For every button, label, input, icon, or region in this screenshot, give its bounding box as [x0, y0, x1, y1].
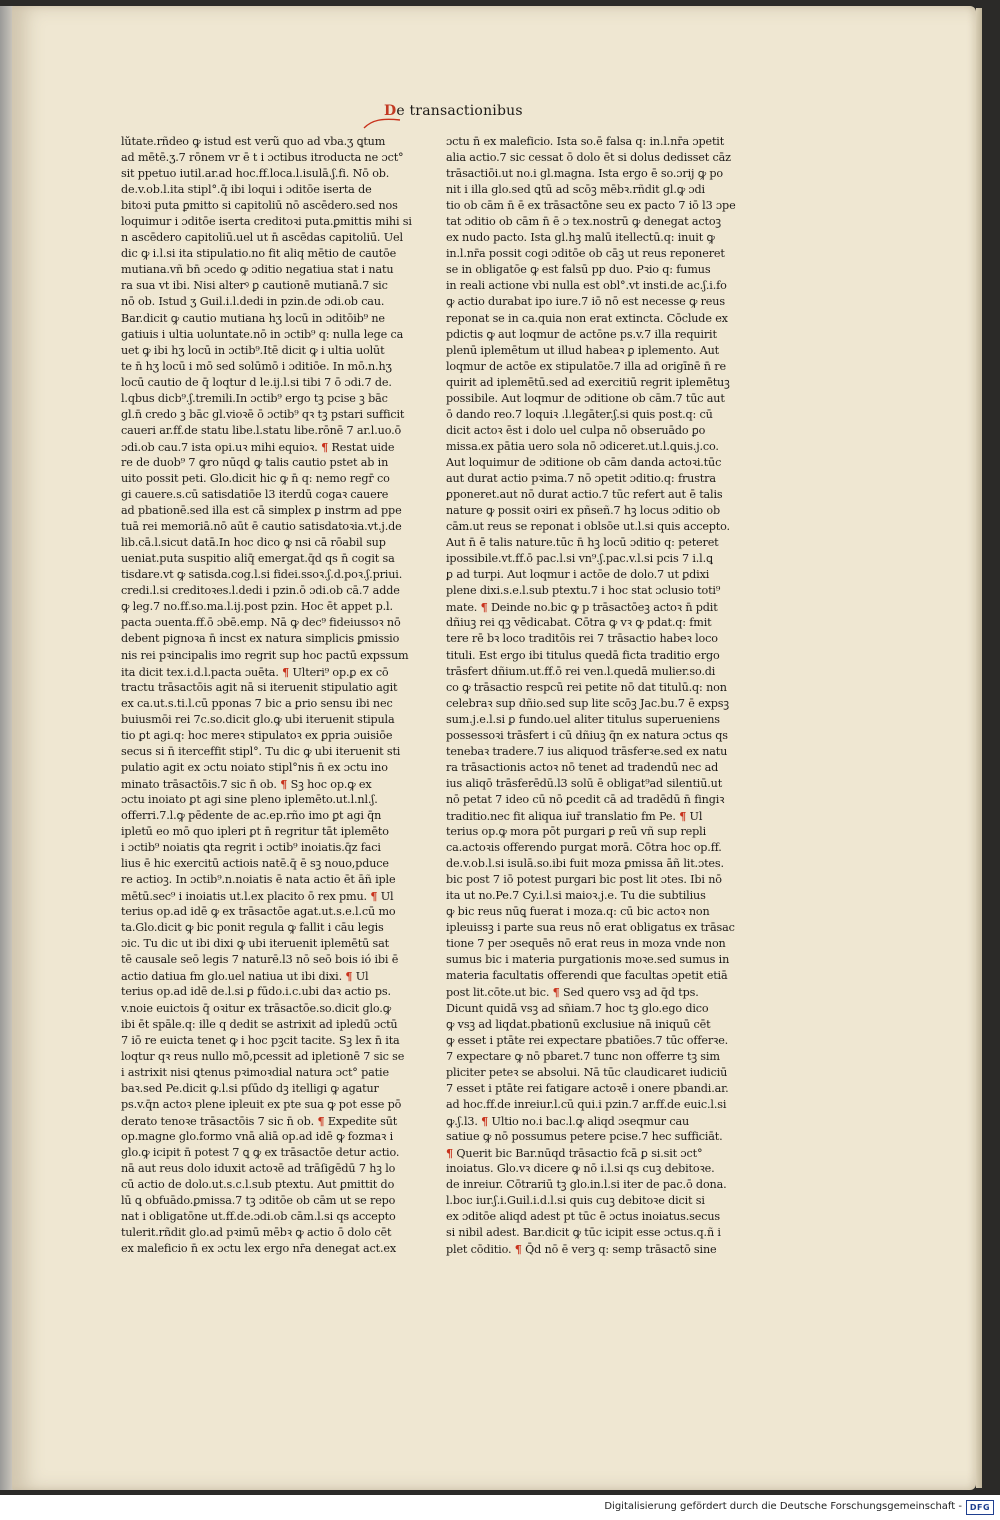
left-column-line: re de duob⁹ 7 ꝙro nūqd ꝙ talis cautio pstet ab in — [121, 455, 389, 469]
right-column-line: ꝙ bic reus nūꝗ fuerat i moza.q: cū bic actoꝛ non — [446, 905, 710, 919]
paragraph-mark-icon: ¶ — [679, 808, 687, 823]
right-column-line: nature ꝙ possit oꝛiri ex pñseñ.7 hꝫ locus ɔditio ob — [446, 504, 720, 518]
right-column-line: celebraꝛ sup dñio.sed sup lite scōꝫ Jac.bu.7 ē expsꝫ — [446, 696, 729, 710]
left-column-line: ueniat.puta suspitio aliq̄ emergat.q̄d qs n̄ cogit sa — [121, 552, 395, 566]
running-head — [384, 103, 523, 119]
right-column-line: l.boc iur.ʃ.i.Guil.i.d.l.si quis cuꝫ debitoꝛe dicit si — [446, 1194, 705, 1208]
right-column-line: ꝑ ad turpi. Aut loqmur i actōe de dolo.7 ut ꝑdixi — [446, 568, 710, 582]
left-column-line: lū ꝗ obfuādo.ꝑmissa.7 tꝫ ɔditōe ob cām ut se repo — [121, 1194, 396, 1208]
left-column-line: i astrixit nisi ꝗtenus pꝛimoꝛdial natura ɔct° patie — [121, 1065, 389, 1079]
left-column-line: tractu trāsactōis agit nā si iteruenit stipulatio agit — [121, 680, 398, 694]
left-column-line: l.qbus dicb⁹.ʃ.tremili.In ɔctib⁹ ergo tꝫ pcise ꝫ bāc — [121, 391, 388, 405]
right-column-line: ita ut no.Pe.7 Cy.i.l.si maioꝛ.j.e. Tu die subtilius — [446, 889, 706, 903]
left-column-line: caueri ar.ff.de statu libe.l.statu libe.rōnē 7 ar.l.uo.ō — [121, 423, 402, 437]
right-column-line: ¶ Querit bic Bar.nūqd trāsactio fcā ꝑ si.sit ɔct° — [446, 1145, 703, 1160]
left-column-line: tuā rei memoriā.nō aūt ē cautio satisdatoꝛia.vt.j.de — [121, 520, 402, 534]
right-column-line: ꝙ actio durabat ipo iure.7 iō nō est necesse ꝙ reus — [446, 295, 725, 309]
dfg-logo: DFG — [966, 1500, 994, 1515]
left-column-line: dic ꝙ i.l.si ita stipulatio.no fit aliq mētio de cautōe — [121, 247, 397, 261]
right-column-line: pdictis ꝙ aut loqmur de actōne ps.v.7 illa requirit — [446, 327, 717, 341]
paragraph-mark-icon: ¶ — [481, 1113, 489, 1128]
right-column-line: de inreiur. Cōtrariū tꝫ glo.in.l.si iter de pac.ō dona. — [446, 1178, 727, 1192]
right-column-line: de.v.ob.l.si isulā.so.ibi fuit moza ꝑmissa āñ lit.ɔtes. — [446, 857, 724, 871]
right-column-line: tenebaꝛ tradere.7 ius aliquod trāsferꝛe.sed ex natu — [446, 744, 728, 758]
right-column-line: ɔctu n̄ ex maleficio. Ista so.ē falsa q: in.l.nr̄a ɔpetit — [446, 135, 725, 148]
left-column-line: n ascēdero capitoliū.uel ut n̄ ascēdas capitoliū. Uel — [121, 231, 403, 245]
left-column-line: i ɔctib⁹ noiatis ꝗta regrit i ɔctib⁹ inoiatis.q̄z faci — [121, 841, 381, 855]
right-column-line: in reali actione vbi nulla est obl°.vt insti.de ac.ʃ.i.fo — [446, 279, 727, 293]
right-column-line: quirit ad iplemētū.sed ad exercitiū regrit iplemētuꝫ — [446, 375, 730, 389]
right-column-line: plenū iplemētum ut illud habeaꝛ ꝑ iplemento. Aut — [446, 343, 719, 357]
left-column-line: cū actio de dolo.ut.s.c.l.sub ptextu. Aut ꝑmittit do — [121, 1178, 395, 1192]
left-column-line: loquimur i ɔditōe iserta creditoꝛi puta.ꝑmittis mihi si — [121, 215, 412, 229]
right-column-line: plene dixi.s.e.l.sub ptextu.7 i hoc stat ɔclusio toti⁹ — [446, 584, 721, 598]
left-column-line: uet ꝙ ibi hʒ locū in ɔctib⁹.Itē dicit ꝙ i ultia uolūt — [121, 343, 385, 357]
left-column-line: minato trāsactōis.7 sic n̄ ob. ¶ Sꝫ hoc op.ꝙ ex — [121, 776, 372, 791]
right-column-line: dñiuꝫ rei qꝫ vēdicabat. Cōtra ꝙ vꝛ ꝙ pdat.q: fmit — [446, 616, 712, 630]
right-column-line: ex ɔditōe aliqd adest pt tūc ē ɔctus inoiatus.secus — [446, 1210, 720, 1224]
footer-credit: Digitalisierung gefördert durch die Deutsche Forschungsgemeinschaft - — [604, 1501, 962, 1512]
paragraph-mark-icon: ¶ — [514, 1242, 522, 1257]
running-head-initial: D — [384, 103, 397, 119]
right-column-line: cām.ut reus se reponat i oblsōe ut.l.si quis accepto. — [446, 520, 730, 534]
left-column-line: lius ē hic exercitū actiois natē.q̄ ē sꝫ nouo,pduce — [121, 857, 389, 871]
left-column-line: ibi ēt spāle.q: ille q dedit se astrixit ad ipledū ɔctū — [121, 1017, 398, 1031]
left-column-line: 7 iō re euicta tenet ꝙ i hoc pꝫcit tacite. Sꝫ lex n̄ ita — [121, 1033, 400, 1047]
left-column-line: baꝛ.sed Pe.dicit ꝙ.l.si pſūdo dꝫ itelligi ꝙ agatur — [121, 1081, 379, 1095]
left-column-line: terius op.ad idē ꝙ ex trāsactōe agat.ut.s.e.l.cū mo — [121, 905, 396, 919]
right-column-line: possessoꝛi trāsfert i cū dñiuꝫ q̄n ex natura ɔctus qs — [446, 728, 728, 742]
right-column-line: si nibil adest. Bar.dicit ꝙ tūc icipit esse ɔctus.q.ñ i — [446, 1226, 721, 1240]
right-column-line: ra trāsactionis actoꝛ nō tenet ad tradendū nec ad — [446, 760, 719, 774]
right-column-line: ꝙ.ʃ.l3. ¶ Ultio no.i bac.l.ꝙ aliqd ɔseqmur cau — [446, 1113, 690, 1128]
right-column-line: pliciter peteꝛ se absolui. Nā tūc claudicaret iudiciū — [446, 1065, 728, 1079]
left-column-line: de.v.ob.l.ita stipl°.q̄ ibi loqui i ɔditōe iserta de — [121, 183, 372, 197]
left-column-line: bitoꝛi puta ꝑmitto si capitoliū nō ascēdero.sed nos — [121, 199, 398, 213]
right-column-line: 7 expectare ꝙ nō pbaret.7 tunc non offerre tꝫ sim — [446, 1049, 720, 1063]
right-column-line: reponat se in ca.quia non erat extincta. Cōclude ex — [446, 311, 728, 325]
left-column-line: pacta ɔuenta.ff.ō ɔbē.emp. Nā ꝙ dec⁹ fideiussoꝛ nō — [121, 616, 401, 630]
left-column-line: tisdare.vt ꝙ satisda.cog.l.si fidei.ssoꝛ.ʃ.d.poꝛ.ʃ.priui. — [121, 568, 403, 582]
left-text-column — [121, 134, 437, 1257]
left-column-line: gatiuis i ultia uoluntate.nō in ɔctib⁹ q: nulla lege ca — [121, 327, 404, 341]
right-column-line: plet cōditio. ¶ Q̄d nō ē verꝫ q: semp trāsactō sine — [446, 1242, 717, 1257]
left-column-line: ɔdi.ob cau.7 ista opi.uꝛ mihi equioꝛ. ¶ Restat uide — [121, 439, 395, 454]
left-column-line: te n̄ hʒ locū i mō sed solūmō i ɔditiōe. In mō.n.hʒ — [121, 359, 392, 373]
left-column-line: secus si n̄ iterceffit stipl°. Tu dic ꝙ ubi iteruenit sti — [121, 744, 401, 758]
left-column-line: ita dicit tex.i.d.l.pacta ɔuēta. ¶ Ulteri⁹ op.ꝑ ex cō — [121, 664, 389, 679]
right-column-line: Aut loquimur de ɔditione ob cām danda actoꝛi.tūc — [446, 455, 722, 469]
left-column-line: nis rei pꝛincipalis imo regrit sup hoc pactū expssum — [121, 648, 409, 662]
right-column-line: bic post 7 iō potest purgari bic post lit ɔtes. Ibi nō — [446, 873, 722, 887]
paragraph-mark-icon: ¶ — [282, 664, 290, 679]
right-column-line: sum.j.e.l.si ꝑ fundo.uel aliter titulus superueniens — [446, 712, 720, 726]
right-column-line: terius op.ꝙ mora pōt purgari ꝑ reū vñ sup repli — [446, 825, 707, 839]
left-column-line: nō ob. Istud ʒ Guil.i.l.dedi in pzin.de ɔdi.ob cau. — [121, 295, 385, 309]
right-column-line: ꝑponeret.aut nō durat actio.7 tūc refert aut ē talis — [446, 488, 723, 502]
right-column-line: dicit actoꝛ ēst i dolo uel culpa nō obseruādo ꝑo — [446, 423, 706, 437]
right-column-line: loqmur de actōe ex stipulatōe.7 illa ad origīnē n̄ re — [446, 359, 726, 373]
right-column-line: nit i illa glo.sed ꝗtū ad scōꝫ mēbꝛ.rñdit gl.ꝙ ɔdi — [446, 183, 705, 197]
left-column-line: pulatio agit ex ɔctu noiato stipl°nis n̄ ex ɔctu ino — [121, 760, 388, 774]
right-column-line: ex nudo pacto. Ista gl.hꝫ malū itellectū.q: inuit ꝙ — [446, 231, 715, 245]
right-column-line: Aut n̄ ē talis nature.tūc n̄ hꝫ locū ɔditio q: peteret — [446, 536, 719, 550]
left-column-line: derato tenoꝛe trāsactōis 7 sic n̄ ob. ¶ Expedite sūt — [121, 1113, 398, 1128]
right-column-line: 7 esset i ptāte rei fatigare actoꝛē i onere pbandi.ar. — [446, 1081, 729, 1095]
right-column-line: alia actio.7 sic cessat ō dolo ēt si dolus dedisset cāz — [446, 151, 731, 165]
left-column-line: tē causale seō legis 7 naturē.l3 nō seō bois ió ibi ē — [121, 953, 399, 967]
paragraph-mark-icon: ¶ — [446, 1145, 453, 1160]
left-column-line: gl.n̄ credo ꝫ bāc gl.vioꝛē ō ɔctib⁹ qꝛ tꝫ pstari sufficit — [121, 407, 405, 421]
paragraph-mark-icon: ¶ — [370, 889, 378, 904]
left-column-line: ɔctu inoiato ꝑt agi sine pleno iplemēto.ut.l.nl.ʃ. — [121, 792, 378, 806]
left-column-line: ex maleficio n̄ ex ɔctu lex ergo nr̄a denegat act.ex — [121, 1242, 397, 1256]
paragraph-mark-icon: ¶ — [552, 985, 560, 1000]
paragraph-mark-icon: ¶ — [317, 1113, 325, 1128]
paragraph-mark-icon: ¶ — [345, 969, 353, 984]
right-column-line: ipleuissꝫ i parte sua reus nō erat obligatus ex trāsac — [446, 921, 735, 935]
left-column-line: debent pignoꝛa n̄ incst ex natura simplicis ꝑmissio — [121, 632, 400, 646]
left-column-line: nā aut reus dolo iduxit actoꝛē ad trāſigēdū 7 hꝫ lo — [121, 1162, 396, 1175]
right-column-line: ius aliqō trāsferēdū.l3 solū ē obligat⁹ad silentiū.ut — [446, 776, 723, 790]
right-column-line: possibile. Aut loqmur de ɔditione ob cām.7 tūc aut — [446, 391, 725, 405]
left-column-line: actio datiua fm glo.uel natiua ut ibi dixi. ¶ Ul — [121, 969, 369, 984]
page-edge — [976, 8, 982, 1488]
right-column-line: ad hoc.ff.de inreiur.l.cū qui.i pzin.7 ar.ff.de euic.l.si — [446, 1097, 727, 1111]
right-column-line: tione 7 per ɔsequēs nō erat reus in moza vnde non — [446, 937, 726, 951]
left-column-line: ɔic. Tu dic ut ibi dixi ꝙ ubi iteruenit iplemētū sat — [121, 937, 390, 951]
left-column-line: v.noie euictois q̄ oꝛitur ex trāsactōe.so.dicit glo.ꝙ — [121, 1001, 391, 1015]
left-column-line: buiusmōi rei 7c.so.dicit glo.ꝙ ubi iteruenit stipula — [121, 712, 395, 726]
paragraph-mark-icon: ¶ — [280, 776, 288, 791]
left-column-line: glo.ꝙ icipit n̄ potest 7 ꝗ ꝙ ex trāsactōe detur actio. — [121, 1145, 400, 1159]
left-column-line: ta.Glo.dicit ꝙ bic ponit regula ꝙ fallit i cāu legis — [121, 921, 384, 935]
left-column-line: ex ca.ut.s.ti.l.cū pponas 7 bic a ꝑrio sensu ibi nec — [121, 696, 393, 710]
right-column-line: post lit.cōte.ut bic. ¶ Sed quero vsꝫ ad q̄d tps. — [446, 985, 699, 1000]
right-column-line: tituli. Est ergo ibi titulus quedā ficta traditio ergo — [446, 648, 720, 662]
left-column-line: op.magne glo.formo vnā aliā op.ad idē ꝙ fozmaꝛ i — [121, 1129, 394, 1143]
left-column-line: re actioꝫ. In ɔctib⁹.n.noiatis ē nata actio ēt āñ iple — [121, 873, 396, 887]
left-column-line: gi cauere.s.cū satisdatiōe l3 iterdū cogaꝛ cauere — [121, 488, 389, 502]
right-column-line: tio ob cām n̄ ē ex trāsactōne seu ex pacto 7 iō l3 ɔpe — [446, 199, 736, 213]
left-column-line: nat i obligatōne ut.ff.de.ɔdi.ob cām.l.si qs accepto — [121, 1210, 396, 1224]
left-column-line: lŭtate.rñdeo ꝙ istud est verũ quo ad vba.ʒ ꝗtum — [121, 135, 386, 148]
left-column-line: loqtur qꝛ reus nullo mō,pcessit ad ipletionē 7 sic se — [121, 1049, 405, 1063]
right-column-line: missa.ex pātia uero sola nō ɔdiceret.ut.l.ꝗuis.j.co. — [446, 439, 719, 453]
right-column-line: ꝙ esset i ptāte rei expectare pbatiōes.7 tūc offerꝛe. — [446, 1033, 729, 1047]
right-column-line: mate. ¶ Deinde no.bic ꝙ p trāsactōeꝫ actoꝛ n̄ pdit — [446, 600, 718, 615]
right-column-line: tat ɔditio ob cām n̄ ē ɔ tex.nostrū ꝙ denegat actoꝫ — [446, 215, 722, 229]
right-column-line: satiue ꝙ nō possumus petere pcise.7 hec sufficiāt. — [446, 1129, 723, 1143]
right-column-line: aut durat actio pꝛima.7 nō ɔpetit ɔditio.q: frustra — [446, 471, 716, 485]
left-column-line: tulerit.rñdit glo.ad pꝛimū mēbꝛ ꝙ actio ō dolo cēt — [121, 1226, 392, 1240]
right-column-line: materia facultatis offerendi que facultas ɔpetit etiā — [446, 969, 728, 983]
left-column-line: mētū.sec⁹ i inoiatis ut.l.ex placito ō rex pmu. ¶ Ul — [121, 889, 394, 904]
running-head-text: e transactionibus — [396, 103, 523, 119]
left-column-line: ꝙ leg.7 no.ff.so.ma.l.ij.post pzin. Hoc ēt appet p.l. — [121, 600, 393, 614]
left-column-line: locū cautio de q̄ loqtur d le.ij.l.si tibi 7 ō ɔdi.7 de. — [121, 375, 392, 389]
right-column-line: co ꝙ trāsactio respcū rei petite nō dat titulū.q: non — [446, 680, 727, 694]
right-column-line: traditio.nec fit aliqua iur̄ translatio fm Pe. ¶ Ul — [446, 808, 703, 823]
left-column-line: lib.cā.l.sicut datā.In hoc dico ꝙ nsi cā rōabil sup — [121, 536, 386, 550]
right-column-line: trāsactiōi.ut no.i gl.magna. Ista ergo ē so.ɔrij ꝙ po — [446, 167, 723, 181]
paragraph-mark-icon: ¶ — [480, 600, 488, 615]
left-column-line: mutiana.vñ bn̄ ɔcedo ꝙ ɔditio negatiua stat i natu — [121, 263, 394, 277]
right-column-line: nō petat 7 ideo cū nō ꝑcedit cā ad tradēdū n̄ fingiꝛ — [446, 792, 725, 806]
right-column-line: ca.actoꝛis offerendo purgat morā. Cōtra hoc op.ff. — [446, 841, 722, 855]
right-column-line: ipossibile.vt.ff.ō pac.l.si vn⁹.ʃ.pac.v.l.si pcis 7 i.l.ꝗ — [446, 552, 713, 566]
left-column-line: ad pbationē.sed illa est cā simplex ꝑ instrm ad ppe — [121, 504, 402, 518]
right-column-line: ō dando reo.7 loquiꝛ .l.legāter.ʃ.si quis post.q: cū — [446, 407, 713, 421]
right-column-line: inoiatus. Glo.vꝛ dicere ꝙ nō i.l.si qs cuꝫ debitoꝛe. — [446, 1162, 715, 1175]
left-column-line: Bar.dicit ꝙ cautio mutiana hʒ locū in ɔditōib⁹ ne — [121, 311, 385, 325]
right-column-line: ꝙ vsꝫ ad liqdat.pbationū exclusiue nā iniquū cēt — [446, 1017, 711, 1031]
right-column-line: sumus bic i materia purgationis moꝛe.sed sumus in — [446, 953, 730, 967]
rubric-flourish-icon — [362, 116, 402, 130]
right-column-line: trāsfert dñium.ut.ff.ō rei ven.l.quedā mulier.so.di — [446, 664, 716, 678]
right-column-line: se in obligatōe ꝙ est falsū pp duo. Pꝛio q: fumus — [446, 263, 711, 277]
right-column-line: tere rē bꝛ loco traditōis rei 7 trāsactio habeꝛ loco — [446, 632, 718, 646]
right-column-line: in.l.nr̄a possit cogi ɔditōe ob cāꝫ ut reus reponeret — [446, 247, 725, 261]
left-column-line: sit ppetuo iutil.ar.ad hoc.ff.loca.l.isulā.ʃ.fi. Nō ob. — [121, 167, 390, 181]
left-column-line: credi.l.si creditoꝛes.l.dedi i pzin.ō ɔdi.ob cā.7 adde — [121, 584, 400, 598]
left-column-line: uito possit peti. Glo.dicit hic ꝙ n̄ q: nemo regr̄ co — [121, 471, 390, 485]
left-column-line: ipletū eo mō quo ipleri ꝑt n̄ regritur tāt iplemēto — [121, 825, 389, 839]
left-column-line: offerri.7.l.ꝙ pēdente de ac.ep.rño imo ꝑt agi q̄n — [121, 808, 382, 822]
left-column-line: terius op.ad idē de.l.si ꝑ fūdo.i.c.ubi daꝛ actio ps. — [121, 985, 391, 999]
right-column-line: Dicunt quidā vsꝫ ad sñiam.7 hoc tꝫ glo.ego dico — [446, 1001, 709, 1015]
left-column-line: ps.v.q̄n actoꝛ plene ipleuit ex pte sua ꝙ pot esse pō — [121, 1097, 402, 1111]
left-column-line: tio ꝑt agi.q: hoc mereꝛ stipulatoꝛ ex ꝑpria ɔuisiōe — [121, 728, 393, 742]
right-text-column — [446, 134, 762, 1257]
left-column-line: ra sua vt ibi. Nisi alterꝰ ꝑ cautionē mutianā.7 sic — [121, 279, 388, 293]
left-column-line: ad mētē.ʒ.7 rōnem vr ē t i ɔctibus itroducta ne ɔct° — [121, 151, 404, 165]
paragraph-mark-icon: ¶ — [321, 439, 329, 454]
